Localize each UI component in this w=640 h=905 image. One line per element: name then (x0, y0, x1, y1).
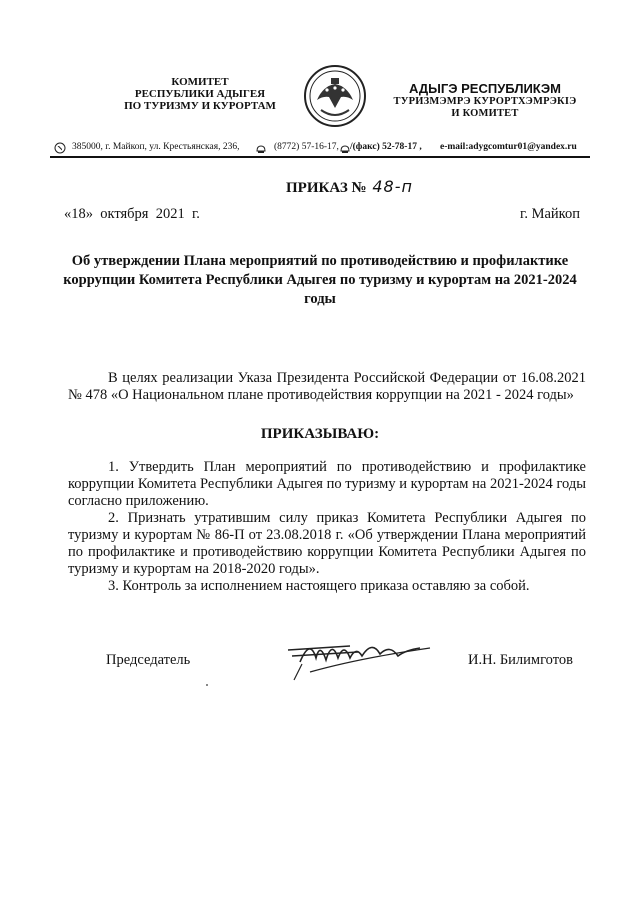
preamble-paragraph (68, 370, 586, 404)
document-header-left (105, 76, 295, 112)
contact-email: e-mail:adygcomtur01@yandex.ru (440, 142, 577, 152)
order-label: ПРИКАЗ № (286, 180, 367, 196)
header-divider (50, 156, 590, 158)
preamble-text: В целях реализации Указа Президента Российской Федерации от 16.08.2021 № 478 «О Национальном плане противодействия коррупции на 2021 - 2024 годы» (68, 370, 586, 403)
order-items (68, 459, 586, 595)
document-header-right (385, 81, 585, 120)
order-number: 48-п (372, 177, 413, 196)
phone-icon (54, 142, 66, 154)
directive-heading: ПРИКАЗЫВАЮ: (260, 426, 380, 442)
order-item-2: 2. Признать утратившим силу приказ Комитета Республики Адыгея по туризму и курортам № 86-П от 23.08.2018 г. «Об утверждении Плана мероприятий по профилактике и противодействию коррупции Комитета Республики Адыгея по туризму и курортам на 2018-2020 годы». (68, 510, 586, 577)
scan-speck (206, 684, 208, 686)
document-title: Об утверждении Плана мероприятий по противодействию и профилактике коррупции Комитета Республики Адыгея по туризму и курортам на 2021-2024 годы (63, 253, 577, 307)
order-city: г. Майкоп (520, 206, 580, 222)
header-left-line-1: КОМИТЕТ (171, 76, 229, 88)
coat-of-arms-emblem-icon (303, 64, 367, 128)
header-left-line-3: ПО ТУРИЗМУ И КУРОРТАМ (124, 100, 276, 112)
order-item-3: 3. Контроль за исполнением настоящего приказа оставляю за собой. (108, 578, 530, 594)
contact-address: 385000, г. Майкоп, ул. Крестьянская, 236, (72, 142, 240, 152)
order-item-1: 1. Утвердить План мероприятий по противодействию и профилактике коррупции Комитета Республики Адыгея по туризму и курортам на 2021-2024 годы согласно приложению. (68, 459, 586, 509)
signatory-role: Председатель (106, 652, 191, 668)
handwritten-signature (280, 628, 440, 688)
order-date: «18» октября 2021 г. (64, 206, 200, 222)
contact-phone: (8772) 57-16-17, (274, 142, 339, 152)
order-heading (286, 177, 413, 197)
header-right-title: АДЫГЭ РЕСПУБЛИКЭМ (409, 81, 561, 96)
contact-fax: /(факс) 52-78-17 , (350, 142, 422, 152)
contact-line (50, 141, 590, 155)
signatory-name: И.Н. Билимготов (468, 652, 573, 668)
header-left-line-2: РЕСПУБЛИКИ АДЫГЕЯ (134, 88, 266, 100)
telephone-icon (255, 142, 267, 154)
header-right-line-2: И КОМИТЕТ (451, 108, 519, 119)
header-right-line-1: ТУРИЗМЭМРЭ КУРОРТХЭМРЭКIЭ (393, 96, 577, 107)
